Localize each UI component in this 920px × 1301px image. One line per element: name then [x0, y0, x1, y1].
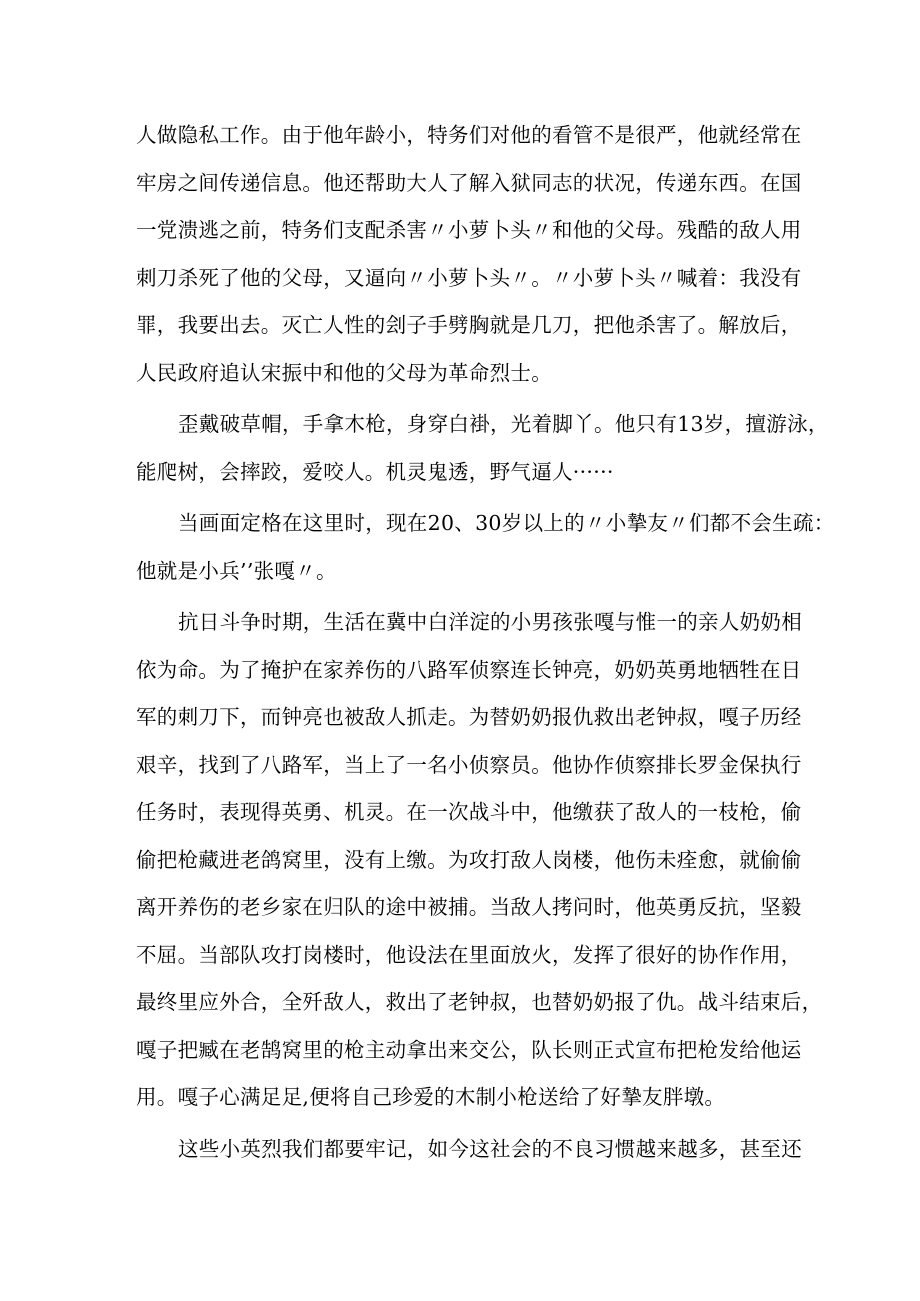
text-line: 当画面定格在这里时，现在20、30岁以上的〃小摯友〃们都不会生疏：: [178, 511, 835, 535]
text-line: 一党溃逃之前，特务们支配杀害〃小萝卜头〃和他的父母。残酷的敌人用: [136, 218, 802, 242]
text-line: 依为命。为了掩护在家养伤的八路军侦察连长钟亮，奶奶英勇地牺牲在日: [136, 658, 802, 682]
text-line: 这些小英烈我们都要牢记，如今这社会的不良习惯越来越多，甚至还: [178, 1137, 802, 1161]
text-line: 能爬树，会摔跤，爱咬人。机灵鬼透，野气逼人······: [136, 460, 614, 484]
text-line: 人做隐私工作。由于他年龄小，特务们对他的看管不是很严，他就经常在: [136, 123, 802, 147]
text-line: 歪戴破草帽，手拿木枪，身穿白褂，光着脚丫。他只有13岁，擅游泳，: [178, 412, 829, 436]
text-line: 任务时，表现得英勇、机灵。在一次战斗中，他缴获了敌人的一枝枪，偷: [136, 800, 802, 824]
text-line: 他就是小兵’’张嘎〃。: [136, 559, 337, 583]
text-line: 军的刺刀下，而钟亮也被敌人抓走。为替奶奶报仇救出老钟叔，嘎子历经: [136, 705, 802, 729]
text-line: 用。嘎子心满足足,便将自己珍爱的木制小枪送给了好摯友胖墩。: [136, 1085, 726, 1109]
text-line: 抗日斗争时期，生活在冀中白洋淀的小男孩张嘎与惟一的亲人奶奶相: [178, 610, 802, 634]
text-line: 牢房之间传递信息。他还帮助大人了解入狱同志的状况，传递东西。在国: [136, 171, 802, 195]
text-line: 偷把枪藏进老鸽窝里，没有上缴。为攻打敌人岗楼，他伤未痊愈，就偷偷: [136, 848, 802, 872]
text-line: 艰辛，找到了八路军，当上了一名小侦察员。他协作侦察排长罗金保执行: [136, 753, 802, 777]
text-line: 嘎子把臧在老鹄窝里的枪主动拿出来交公，队长则正式宣布把枪发给他运: [136, 1038, 802, 1062]
text-line: 人民政府追认宋振中和他的父母为革命烈士。: [136, 361, 552, 385]
text-line: 刺刀杀死了他的父母，又逼向〃小萝卜头〃。〃小萝卜头〃喊着：我没有: [136, 266, 802, 290]
text-line: 不屈。当部队攻打岗楼时，他设法在里面放火，发挥了很好的协作作用，: [136, 943, 802, 967]
text-line: 罪，我要出去。灭亡人性的刽子手劈胸就是几刀，把他杀害了。解放后，: [136, 313, 802, 337]
text-line: 离开养伤的老乡家在归队的途中被捕。当敌人拷问时，他英勇反抗，坚毅: [136, 895, 802, 919]
text-line: 最终里应外合，全歼敌人，救出了老钟叔，也替奶奶报了仇。战斗结束后，: [136, 990, 823, 1014]
